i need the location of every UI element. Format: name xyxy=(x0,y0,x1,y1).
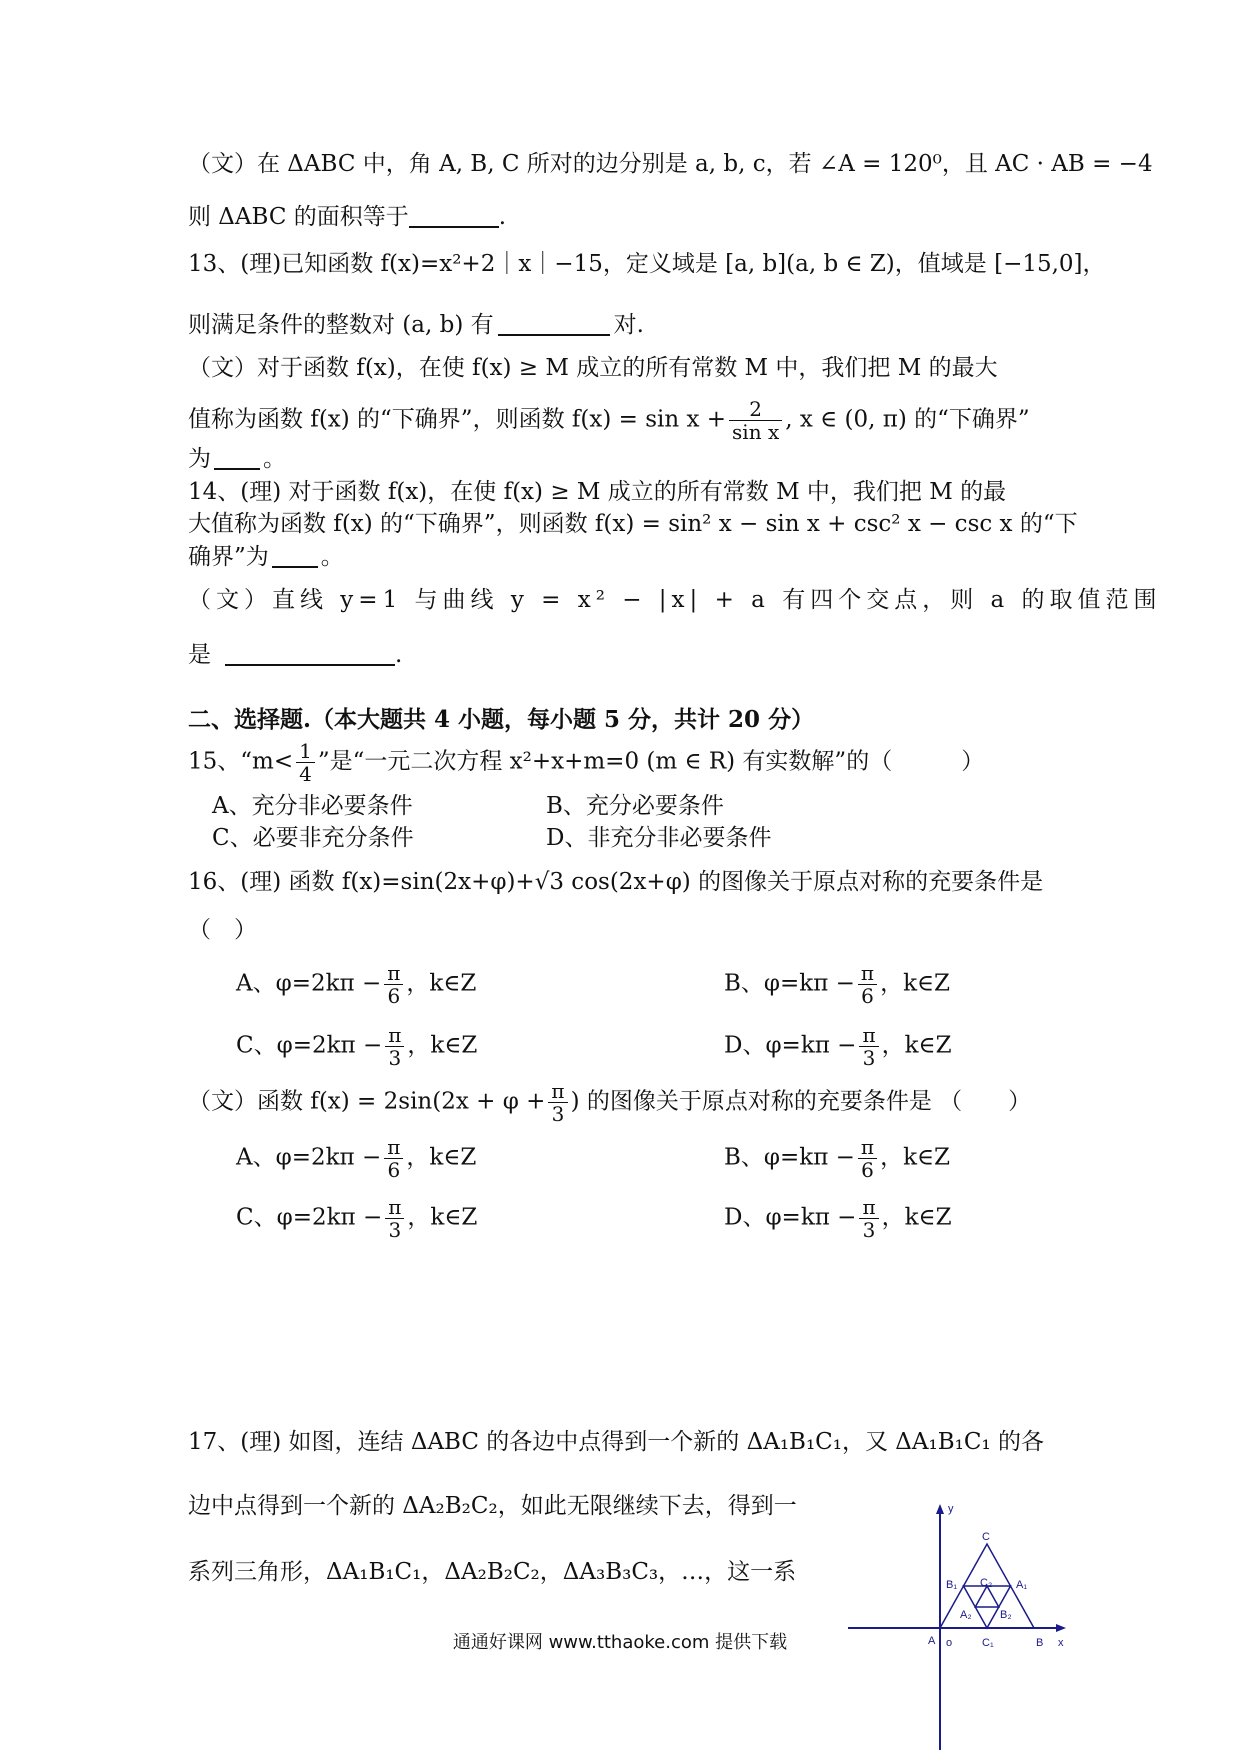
fraction: $\frac{2}{\text{sin x}}$ xyxy=(729,398,782,443)
question-17: 17、(理) 如图，连结 ΔABC 的各边中点得到一个新的 ΔA₁B₁C₁，又 ΔA₁B₁C₁ 的各 xyxy=(188,1429,1044,1455)
section-heading: 二、选择题.（本大题共 4 小题，每小题 5 分，共计 20 分） xyxy=(188,706,815,733)
label-o: o xyxy=(946,1637,953,1649)
text-line: 边中点得到一个新的 ΔA₂B₂C₂，如此无限继续下去，得到一 xyxy=(188,1493,797,1519)
text-line: 是 . xyxy=(188,638,1058,671)
text-line: 大值称为函数 f(x) 的“下确界”，则函数 f(x) = sin² x − sin x + csc² x − csc x 的“下 xyxy=(188,511,1078,537)
option-d[interactable]: D、非充分非必要条件 xyxy=(546,825,772,851)
label-a: A xyxy=(928,1635,936,1647)
answer-blank xyxy=(214,442,260,470)
text-line: 值称为函数 f(x) 的“下确界”，则函数 f(x) = sin x + $\frac{2}{\text{sin x}}$ , x ∈ (0, π) 的“下确界” xyxy=(188,397,1030,444)
option-d[interactable]: D、φ=kπ − $\frac{\pi}{3}$ ，k∈Z xyxy=(724,1195,952,1242)
fraction: $\frac{\pi}{3}$ xyxy=(548,1080,567,1125)
option-a[interactable]: A、φ=2kπ − $\frac{\pi}{6}$ ，k∈Z xyxy=(236,961,477,1008)
footer-watermark: 通通好课网 www.tthaoke.com 提供下载 xyxy=(452,1632,788,1653)
text-line: 确界”为 。 xyxy=(188,540,1058,573)
option-c[interactable]: C、φ=2kπ − $\frac{\pi}{3}$ ，k∈Z xyxy=(236,1023,478,1070)
fraction: $\frac{\pi}{3}$ xyxy=(385,1024,404,1069)
label-y: y xyxy=(948,1503,954,1515)
label-c1: C₁ xyxy=(982,1637,994,1649)
text-line: （文）直线 y=1 与曲线 y = x² − |x| + a 有四个交点，则 a 的取值范围 xyxy=(188,587,1162,613)
answer-blank xyxy=(498,308,610,336)
triangle-a2b2c2 xyxy=(975,1586,999,1607)
label-c: C xyxy=(982,1531,990,1543)
answer-blank xyxy=(409,200,499,228)
question-16: 16、(理) 函数 f(x)=sin(2x+φ)+√3 cos(2x+φ) 的图像关于原点对称的充要条件是 xyxy=(188,869,1044,895)
option-b[interactable]: B、φ=kπ − $\frac{\pi}{6}$ ，k∈Z xyxy=(724,961,951,1008)
option-c[interactable]: C、必要非充分条件 xyxy=(212,825,414,851)
text-line: （文）对于函数 f(x)，在使 f(x) ≥ M 成立的所有常数 M 中，我们把 M 的最大 xyxy=(188,355,998,381)
text-line: （文）函数 f(x) = 2sin(2x + φ + $\frac{\pi}{3}$ ) 的图像关于原点对称的充要条件是 （ ） xyxy=(188,1079,1032,1126)
fraction: $\frac{1}{4}$ xyxy=(296,740,315,785)
triangle-figure xyxy=(848,1500,1078,1750)
fraction: $\frac{\pi}{3}$ xyxy=(859,1024,878,1069)
label-a2: A₂ xyxy=(960,1609,972,1621)
label-b1: B₁ xyxy=(946,1579,958,1591)
label-x: x xyxy=(1058,1637,1064,1649)
option-a[interactable]: A、充分非必要条件 xyxy=(212,793,413,819)
option-b[interactable]: B、充分必要条件 xyxy=(546,793,724,819)
question-14: 14、(理) 对于函数 f(x)，在使 f(x) ≥ M 成立的所有常数 M 中，我们把 M 的最 xyxy=(188,479,1007,505)
fraction: $\frac{\pi}{3}$ xyxy=(859,1196,878,1241)
fraction: $\frac{\pi}{6}$ xyxy=(858,1136,877,1181)
label-b: B xyxy=(1036,1637,1044,1649)
option-c[interactable]: C、φ=2kπ − $\frac{\pi}{3}$ ，k∈Z xyxy=(236,1195,478,1242)
option-d[interactable]: D、φ=kπ − $\frac{\pi}{3}$ ，k∈Z xyxy=(724,1023,952,1070)
fraction: $\frac{\pi}{6}$ xyxy=(384,1136,403,1181)
fraction: $\frac{\pi}{6}$ xyxy=(858,962,877,1007)
option-b[interactable]: B、φ=kπ − $\frac{\pi}{6}$ ，k∈Z xyxy=(724,1135,951,1182)
answer-blank xyxy=(225,638,395,666)
text-line: （ ） xyxy=(188,917,257,943)
y-axis-arrow xyxy=(936,1504,944,1514)
label-c2: C₂ xyxy=(980,1577,993,1589)
question-15: 15、“m< $\frac{1}{4}$ ”是“一元二次方程 x²+x+m=0 (m ∈ R) 有实数解”的（ ） xyxy=(188,739,985,786)
fraction: $\frac{\pi}{6}$ xyxy=(384,962,403,1007)
option-a[interactable]: A、φ=2kπ − $\frac{\pi}{6}$ ，k∈Z xyxy=(236,1135,477,1182)
answer-blank xyxy=(272,540,318,568)
text-line: （文）在 ΔABC 中，角 A, B, C 所对的边分别是 a, b, c，若 ∠A = 120⁰，且 AC · AB = −4 xyxy=(188,151,1153,177)
label-a1: A₁ xyxy=(1016,1579,1028,1591)
question-13: 13、(理)已知函数 f(x)=x²+2｜x｜−15，定义域是 [a, b](a, b ∈ Z)，值域是 [−15,0]， xyxy=(188,251,1106,277)
text-line: 则 ΔABC 的面积等于 . xyxy=(188,200,1058,233)
text-line: 则满足条件的整数对 (a, b) 有 对. xyxy=(188,308,1058,341)
label-b2: B₂ xyxy=(1000,1609,1012,1621)
fraction: $\frac{\pi}{3}$ xyxy=(385,1196,404,1241)
text-line: 为 。 xyxy=(188,442,1058,475)
text-line: 系列三角形，ΔA₁B₁C₁，ΔA₂B₂C₂，ΔA₃B₃C₃，…，这一系 xyxy=(188,1559,797,1585)
